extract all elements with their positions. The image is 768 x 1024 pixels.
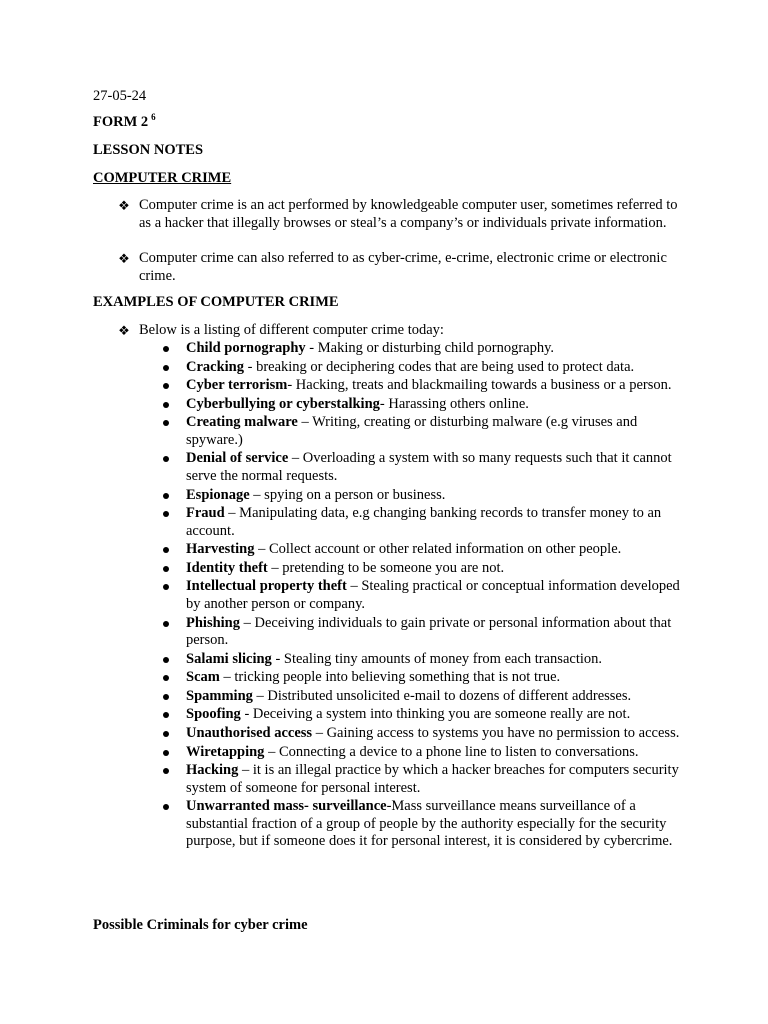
bullet-dot-icon	[163, 584, 169, 590]
list-item	[160, 615, 690, 650]
crime-description: - Hacking, treats and blackmailing towards a business or a person.	[287, 377, 672, 394]
crime-description: -Mass surveillance means surveillance of a substantial fraction of a group of people by the authority especially for the security purpose, but if someone does it for personal interest, it is considered by cybercrime.	[186, 798, 673, 850]
list-item	[160, 505, 690, 540]
list-item	[160, 762, 690, 797]
crime-description: – Deceiving individuals to gain private or personal information about that person.	[186, 614, 672, 649]
bullet-dot-icon	[163, 731, 169, 737]
list-item	[160, 359, 690, 377]
crime-term: Cyberbullying or cyberstalking	[186, 395, 380, 412]
list-item	[160, 798, 690, 851]
diamond-bullet-icon: ❖	[118, 251, 130, 266]
crime-term: Harvesting	[186, 541, 255, 558]
crime-description: – Manipulating data, e.g changing banking records to transfer money to an account.	[186, 505, 662, 539]
list-item	[160, 340, 690, 358]
bullet-dot-icon	[163, 621, 169, 627]
examples-lead: Below is a listing of different computer crime today:	[139, 322, 444, 338]
crime-description: - Harassing others online.	[379, 395, 529, 412]
bullet-dot-icon	[163, 547, 169, 553]
bullet-dot-icon	[163, 750, 169, 756]
crime-description: – spying on a person or business.	[249, 486, 446, 503]
list-item	[160, 377, 690, 395]
bullet-dot-icon	[163, 511, 169, 517]
list-item	[160, 541, 690, 559]
crime-term: Fraud	[186, 505, 225, 522]
crime-term: Cyber terrorism	[186, 377, 288, 394]
crime-term: Denial of service	[186, 450, 289, 467]
crime-term: Scam	[186, 669, 220, 686]
crime-term: Unauthorised access	[186, 725, 313, 741]
bullet-dot-icon	[163, 365, 169, 371]
crime-term: Spamming	[186, 687, 253, 704]
crime-description: – pretending to be someone you are not.	[267, 559, 505, 576]
crime-description: – Stealing practical or conceptual information developed by another person or company.	[186, 578, 680, 612]
crime-term: Intellectual property theft	[186, 578, 347, 595]
bullet-dot-icon	[163, 768, 169, 774]
intro-paragraph-1: Computer crime is an act performed by knowledgeable computer user, sometimes referred to as a hacker that illegally browses or steal’s a company’s or individuals private information.	[139, 197, 678, 231]
crime-description: – Writing, creating or disturbing malware (e.g viruses and spyware.)	[186, 414, 638, 448]
bullet-dot-icon	[163, 346, 169, 352]
form-label: FORM 2	[93, 114, 149, 130]
crime-description: – tricking people into believing something that is not true.	[219, 669, 561, 686]
list-item	[160, 414, 690, 449]
crime-description: - Deceiving a system into thinking you are someone really are not.	[240, 706, 631, 723]
crime-description: – Distributed unsolicited e-mail to dozens of different addresses.	[252, 687, 632, 704]
list-item	[160, 487, 690, 505]
page-title: COMPUTER CRIME	[93, 170, 232, 186]
intro-paragraph-2: Computer crime can also referred to as cyber-crime, e-crime, electronic crime or electronic crime.	[139, 250, 667, 284]
crime-term: Child pornography	[186, 340, 306, 356]
crime-term: Unwarranted mass- surveillance	[186, 798, 387, 815]
list-item	[160, 651, 690, 669]
crime-list	[160, 340, 690, 852]
bullet-dot-icon	[163, 566, 169, 572]
crime-term: Salami slicing	[186, 650, 272, 667]
bullet-dot-icon	[163, 694, 169, 700]
crime-description: – Gaining access to systems you have no permission to access.	[312, 725, 680, 741]
list-item	[160, 396, 690, 414]
bullet-dot-icon	[163, 420, 169, 426]
list-item	[160, 669, 690, 687]
crime-term: Identity theft	[186, 559, 268, 576]
diamond-bullet-icon: ❖	[118, 323, 130, 338]
crime-term: Creating malware	[186, 414, 298, 431]
form-heading	[93, 114, 156, 132]
bullet-dot-icon	[163, 675, 169, 681]
bullet-dot-icon	[163, 712, 169, 718]
list-item	[160, 578, 690, 613]
list-item	[160, 688, 690, 706]
list-item	[160, 450, 690, 485]
lesson-notes-heading: LESSON NOTES	[93, 142, 204, 158]
crime-description: - Stealing tiny amounts of money from each transaction.	[271, 650, 603, 667]
crime-description: - breaking or deciphering codes that are being used to protect data.	[244, 358, 635, 375]
crime-term: Cracking	[186, 358, 244, 375]
crime-description: – Collect account or other related information on other people.	[254, 541, 622, 558]
bullet-dot-icon	[163, 657, 169, 663]
crime-description: – Overloading a system with so many requests such that it cannot serve the normal requests.	[186, 450, 672, 484]
bullet-dot-icon	[163, 456, 169, 462]
crime-description: - Making or disturbing child pornography.	[305, 340, 555, 356]
crime-term: Spoofing	[186, 706, 241, 723]
examples-heading: EXAMPLES OF COMPUTER CRIME	[93, 294, 339, 310]
possible-criminals-heading: Possible Criminals for cyber crime	[93, 917, 308, 933]
bullet-dot-icon	[163, 804, 169, 810]
list-item	[160, 706, 690, 724]
list-item	[160, 725, 690, 743]
list-item	[160, 560, 690, 578]
crime-term: Phishing	[186, 614, 240, 631]
crime-term: Hacking	[186, 762, 239, 779]
date: 27-05-24	[93, 88, 147, 104]
crime-term: Wiretapping	[186, 743, 265, 760]
form-superscript: 6	[151, 112, 156, 123]
bullet-dot-icon	[163, 402, 169, 408]
crime-description: – Connecting a device to a phone line to listen to conversations.	[264, 743, 639, 760]
bullet-dot-icon	[163, 493, 169, 499]
crime-term: Espionage	[186, 486, 250, 503]
diamond-bullet-icon: ❖	[118, 198, 130, 213]
crime-description: – it is an illegal practice by which a hacker breaches for computers security system of someone for personal interest.	[186, 762, 679, 796]
bullet-dot-icon	[163, 383, 169, 389]
list-item	[160, 744, 690, 762]
